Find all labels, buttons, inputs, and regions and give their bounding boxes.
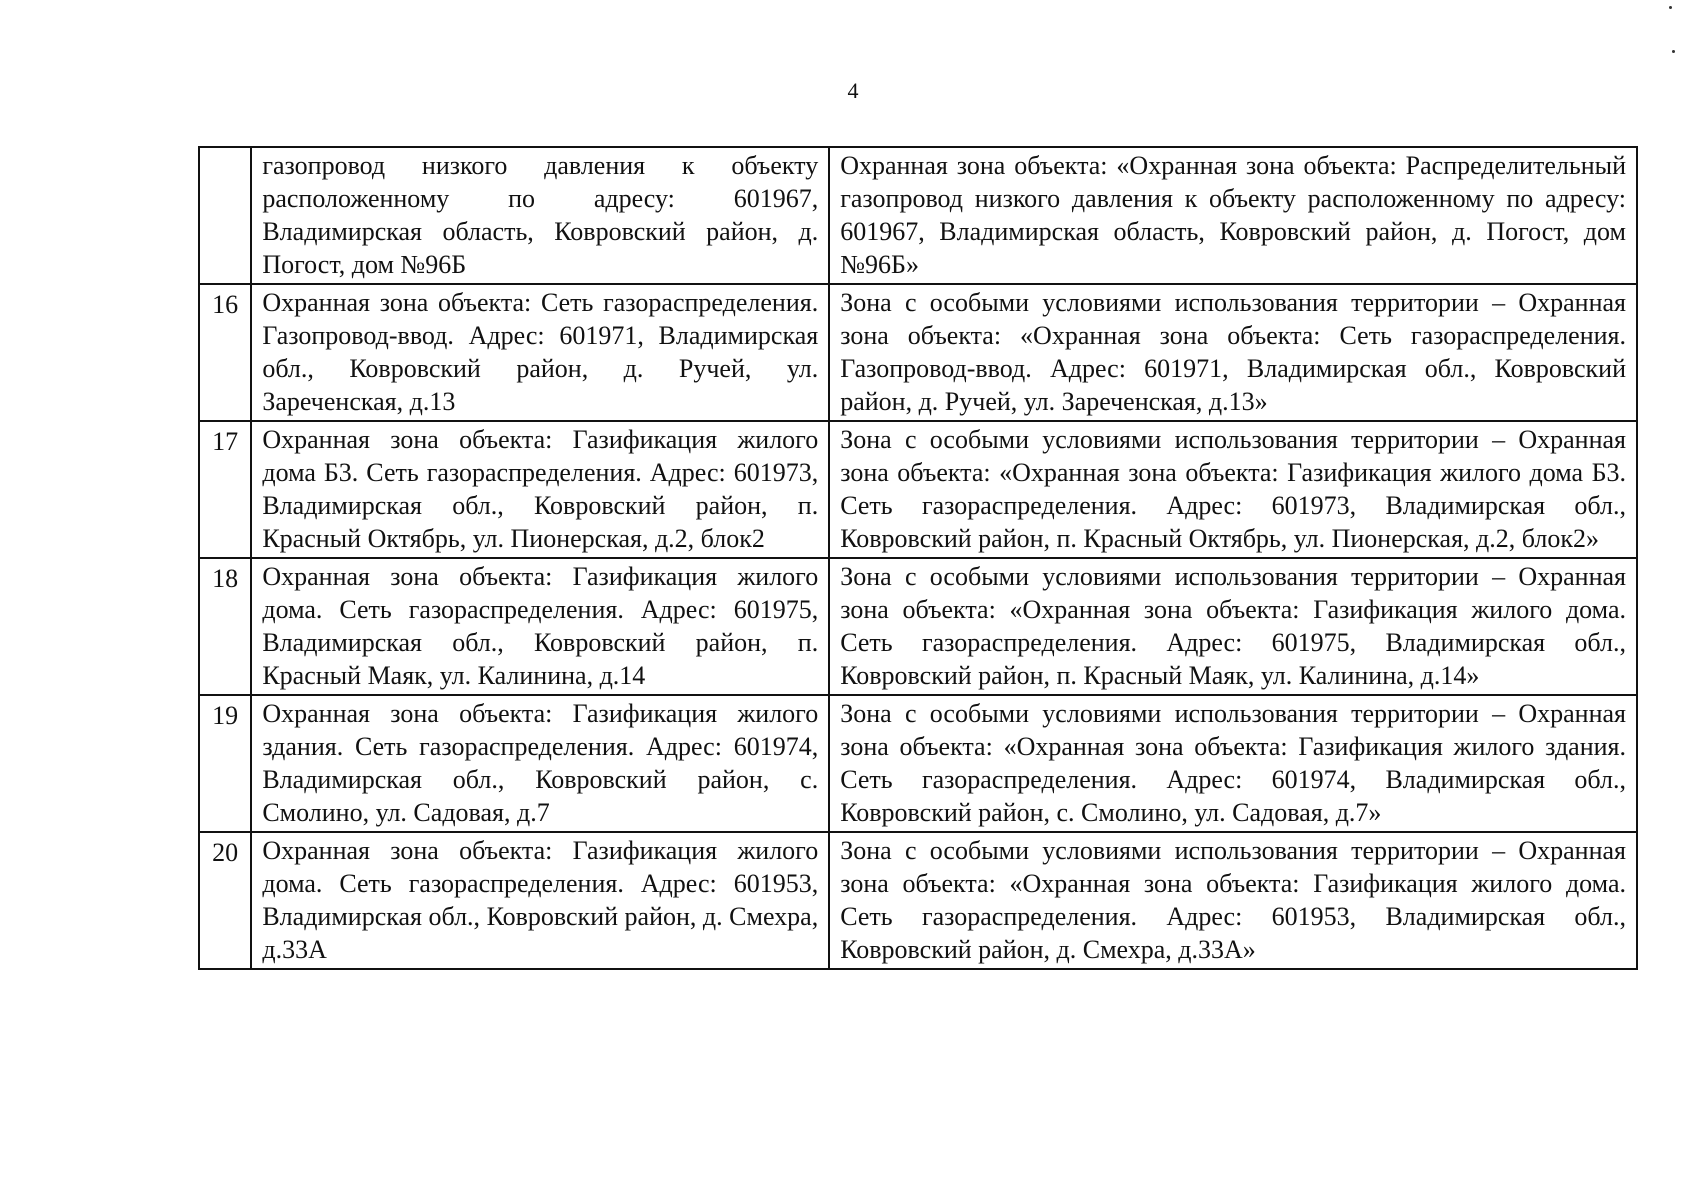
row-number: 16 xyxy=(199,284,251,421)
object-name-cell: Охранная зона объекта: Газификация жилого дома Б3. Сеть газораспределения. Адрес: 601973, Владимирская обл., Ковровский район, п. Красный Октябрь, ул. Пионерская, д.2, блок2 xyxy=(251,421,829,558)
scan-speck xyxy=(1672,50,1675,53)
zone-description-cell: Зона с особыми условиями использования территории – Охранная зона объекта: «Охранная зона объекта: Газификация жилого дома. Сеть газораспределения. Адрес: 601975, Владимирская обл., Ковровский район, п. Красный Маяк, ул. Калинина, д.14» xyxy=(829,558,1637,695)
row-number: 20 xyxy=(199,832,251,969)
scan-speck xyxy=(1669,6,1672,9)
zones-table xyxy=(198,146,1638,970)
object-name-cell: Охранная зона объекта: Сеть газораспределения. Газопровод-ввод. Адрес: 601971, Владимирская обл., Ковровский район, д. Ручей, ул. Зареченская, д.13 xyxy=(251,284,829,421)
row-number: 17 xyxy=(199,421,251,558)
row-number: 18 xyxy=(199,558,251,695)
table-row xyxy=(199,284,1637,421)
page-number: 4 xyxy=(847,78,859,103)
row-number xyxy=(199,147,251,284)
object-name-cell: Охранная зона объекта: Газификация жилого дома. Сеть газораспределения. Адрес: 601953, Владимирская обл., Ковровский район, д. Смехра, д.33А xyxy=(251,832,829,969)
zone-description-cell: Зона с особыми условиями использования территории – Охранная зона объекта: «Охранная зона объекта: Сеть газораспределения. Газопровод-ввод. Адрес: 601971, Владимирская обл., Ковровский район, д. Ручей, ул. Зареченская, д.13» xyxy=(829,284,1637,421)
table-row xyxy=(199,558,1637,695)
table-row xyxy=(199,832,1637,969)
object-name-cell: газопровод низкого давления к объекту расположенному по адресу: 601967, Владимирская область, Ковровский район, д. Погост, дом №96Б xyxy=(251,147,829,284)
table-row xyxy=(199,695,1637,832)
zone-description-cell: Зона с особыми условиями использования территории – Охранная зона объекта: «Охранная зона объекта: Газификация жилого дома. Сеть газораспределения. Адрес: 601953, Владимирская обл., Ковровский район, д. Смехра, д.33А» xyxy=(829,832,1637,969)
table-row xyxy=(199,147,1637,284)
zone-description-cell: Охранная зона объекта: «Охранная зона объекта: Распределительный газопровод низкого давления к объекту расположенному по адресу: 601967, Владимирская область, Ковровский район, д. Погост, дом №96Б» xyxy=(829,147,1637,284)
table-body xyxy=(199,147,1637,969)
zone-description-cell: Зона с особыми условиями использования территории – Охранная зона объекта: «Охранная зона объекта: Газификация жилого дома Б3. Сеть газораспределения. Адрес: 601973, Владимирская обл., Ковровский район, п. Красный Октябрь, ул. Пионерская, д.2, блок2» xyxy=(829,421,1637,558)
row-number: 19 xyxy=(199,695,251,832)
object-name-cell: Охранная зона объекта: Газификация жилого здания. Сеть газораспределения. Адрес: 601974, Владимирская обл., Ковровский район, с. Смолино, ул. Садовая, д.7 xyxy=(251,695,829,832)
zone-description-cell: Зона с особыми условиями использования территории – Охранная зона объекта: «Охранная зона объекта: Газификация жилого здания. Сеть газораспределения. Адрес: 601974, Владимирская обл., Ковровский район, с. Смолино, ул. Садовая, д.7» xyxy=(829,695,1637,832)
table-row xyxy=(199,421,1637,558)
object-name-cell: Охранная зона объекта: Газификация жилого дома. Сеть газораспределения. Адрес: 601975, Владимирская обл., Ковровский район, п. Красный Маяк, ул. Калинина, д.14 xyxy=(251,558,829,695)
